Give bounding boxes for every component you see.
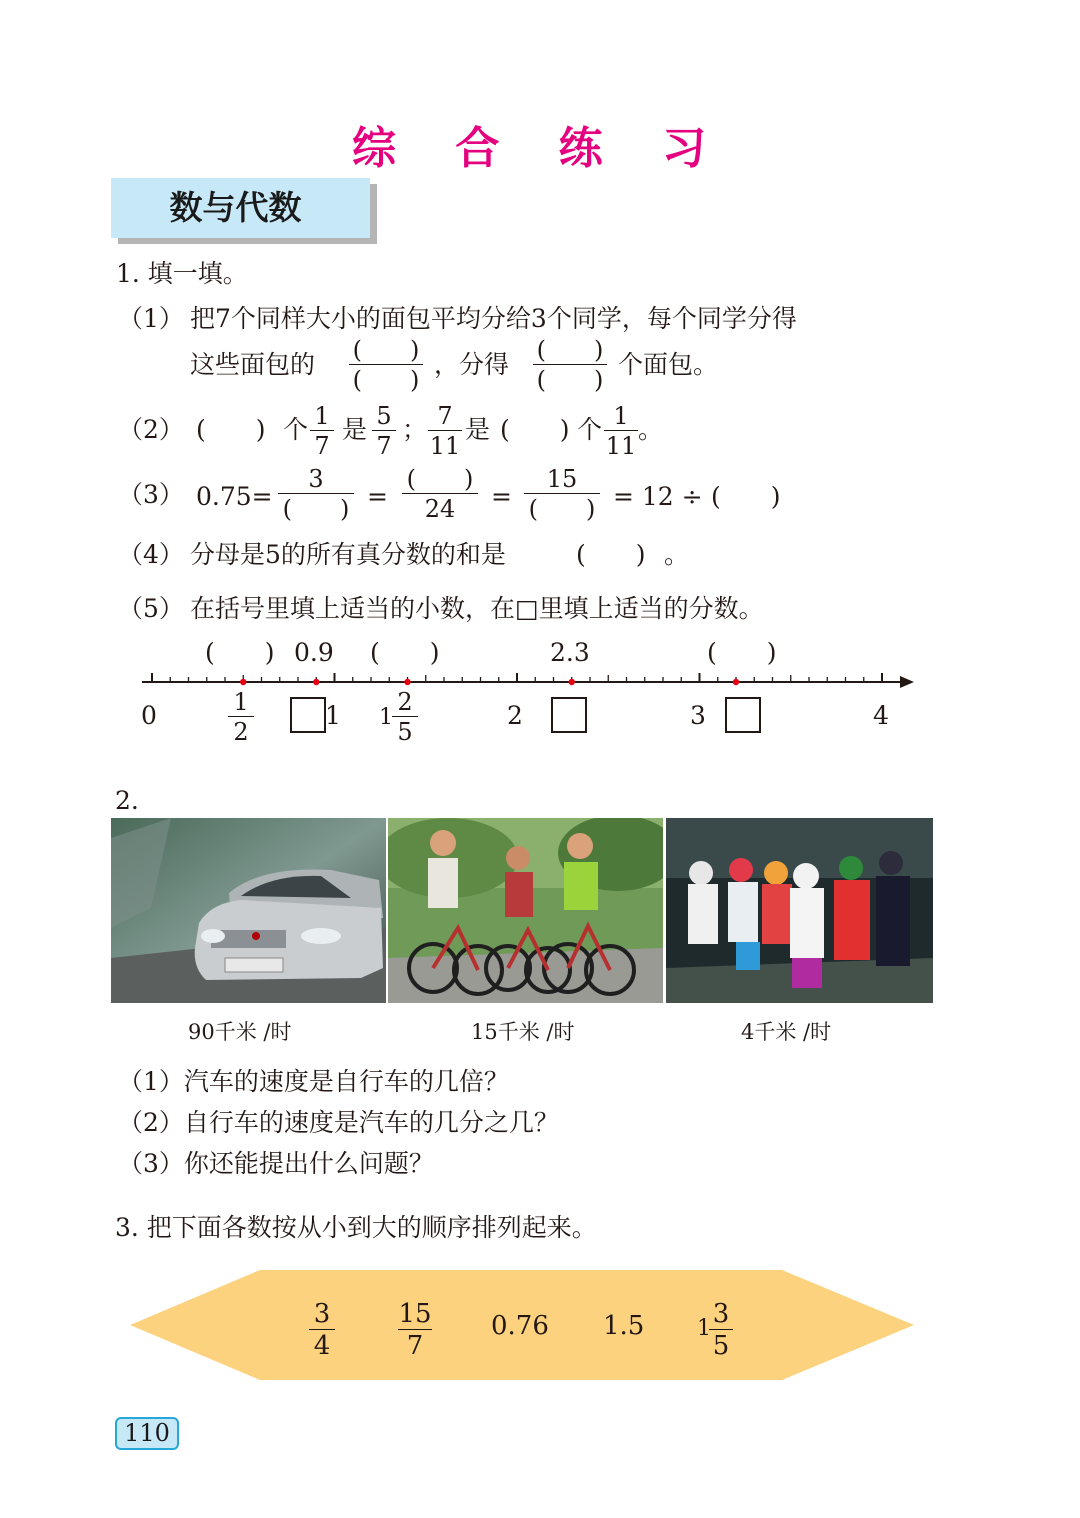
answer-box[interactable] [725,697,761,733]
fraction-denominator: ( ) [282,495,350,523]
fraction [278,467,354,521]
speed-caption: 4千米 /时 [741,1020,832,1044]
q1-p4-label: （4） [118,540,184,569]
children-image [666,818,933,1003]
banner-number: 1.5 [603,1311,645,1341]
q1-p2-label: （2） [118,415,184,444]
fraction-denominator: 5 [712,1331,730,1361]
axis-tick-label: 0 [141,701,157,730]
q1-p2-end: 。 [638,415,664,444]
section-tag [111,178,370,238]
axis-point [404,679,410,685]
fraction-denominator: ( ) [536,366,604,394]
axis-tick-label: 1 [325,701,341,730]
answer-blank: ( ) [711,482,781,511]
fraction-blank [349,338,423,392]
q1-p3-start: 0.75= [196,482,273,511]
q1-p3-label: （3） [118,480,184,509]
fraction-denominator: 11 [605,432,637,460]
q2-question: （2）自行车的速度是汽车的几分之几？ [118,1108,559,1137]
fraction-denominator: 7 [314,432,330,460]
numberline-label: 0.9 [294,638,334,667]
fraction-denominator: 2 [233,718,249,746]
fraction-denominator: 7 [376,432,392,460]
axis-point [569,679,575,685]
q1-p3-end: = 12 ÷ [613,482,703,511]
numberline-label: 2.3 [550,638,590,667]
numberline-blank: ( ) [707,638,777,667]
equals-sign: = [491,482,512,511]
fraction-numerator: 1 [233,688,249,716]
fraction-denominator: 24 [424,495,456,523]
axis-point [733,679,739,685]
fraction-numerator: ( ) [352,336,420,364]
q2-question: （1）汽车的速度是自行车的几倍？ [118,1067,509,1096]
fraction [392,690,418,744]
q1-p1-label: （1） [118,304,184,333]
answer-box[interactable] [551,697,587,733]
q1-p2-ge2: 个 [577,415,603,444]
cyclists-image [388,818,663,1003]
q1-p2-shi: 是 [342,415,368,444]
speed-caption: 15千米 /时 [471,1020,575,1044]
q1-title: 1. 填一填。 [116,259,248,288]
arrow-icon [900,676,914,688]
fraction [398,1301,432,1359]
fraction-numerator: 2 [397,688,413,716]
q1-p4-end: 。 [664,540,690,569]
fraction [524,467,600,521]
car-photo [111,818,386,1003]
fraction-denominator: 11 [429,432,461,460]
fraction-denominator: 5 [397,718,413,746]
fraction-denominator: 4 [313,1331,331,1361]
q2-question: （3）你还能提出什么问题？ [118,1149,434,1178]
answer-box[interactable] [290,697,326,733]
section-title: 数与代数 [169,188,302,227]
q1-p1-line1: 把7个同样大小的面包平均分给3个同学，每个同学分得 [190,304,797,333]
fraction-numerator: 3 [313,1299,331,1329]
fraction [604,404,638,458]
axis-tick-label: 3 [690,701,706,730]
fraction-numerator: 15 [546,465,578,493]
numberline-blank: ( ) [205,638,275,667]
q1-p2-ge: 个 [283,415,309,444]
axis-point [240,679,246,685]
q1-p2-shi2: 是 [465,415,491,444]
car-image [111,818,386,1003]
fraction-numerator: ( ) [536,336,604,364]
speed-caption: 90千米 /时 [188,1020,292,1044]
fraction-blank [533,338,607,392]
q1-p2-semicolon: ； [402,415,428,444]
fraction [228,690,254,744]
q3-title: 3. 把下面各数按从小到大的顺序排列起来。 [115,1213,597,1242]
fraction-numerator: 7 [437,402,453,430]
answer-blank: ( ) [500,415,570,444]
axis-tick-label: 4 [873,701,889,730]
fraction [309,1301,335,1359]
fraction [709,1301,733,1359]
fraction [372,404,396,458]
q2-title: 2. [115,786,139,815]
numberline-blank: ( ) [370,638,440,667]
fraction-denominator: ( ) [528,495,596,523]
equals-sign: = [367,482,388,511]
fraction-numerator: 15 [398,1299,432,1329]
mixed-number-whole: 1 [697,1316,711,1341]
q1-p5-label: （5） [118,594,184,623]
fraction-denominator: 7 [406,1331,424,1361]
fraction-numerator: 3 [308,465,324,493]
fraction [428,404,462,458]
answer-blank: ( ) [196,415,266,444]
bicycle-photo [388,818,663,1003]
page-title: 综 合 练 习 [352,123,728,174]
q1-p4-text: 分母是5的所有真分数的和是 [190,540,506,569]
mixed-number-whole: 1 [379,705,393,730]
fraction-numerator: ( ) [406,465,474,493]
q1-p1-line2b: ，分得 [434,350,510,379]
q1-p1-line2c: 个面包。 [618,350,719,379]
axis-point [313,679,319,685]
fraction-numerator: 1 [314,402,330,430]
axis-tick-label: 2 [507,701,523,730]
answer-blank: ( ) [576,540,646,569]
page-number: 110 [115,1417,179,1450]
q1-p1-line2a: 这些面包的 [190,350,316,379]
fraction-numerator: 5 [376,402,392,430]
banner-number: 0.76 [491,1311,549,1341]
walking-children-photo [666,818,933,1003]
q1-p5-text: 在括号里填上适当的小数，在□里填上适当的分数。 [190,594,764,623]
fraction-denominator: ( ) [352,366,420,394]
fraction-numerator: 3 [712,1299,730,1329]
fraction [402,467,478,521]
fraction [310,404,334,458]
fraction-numerator: 1 [613,402,629,430]
